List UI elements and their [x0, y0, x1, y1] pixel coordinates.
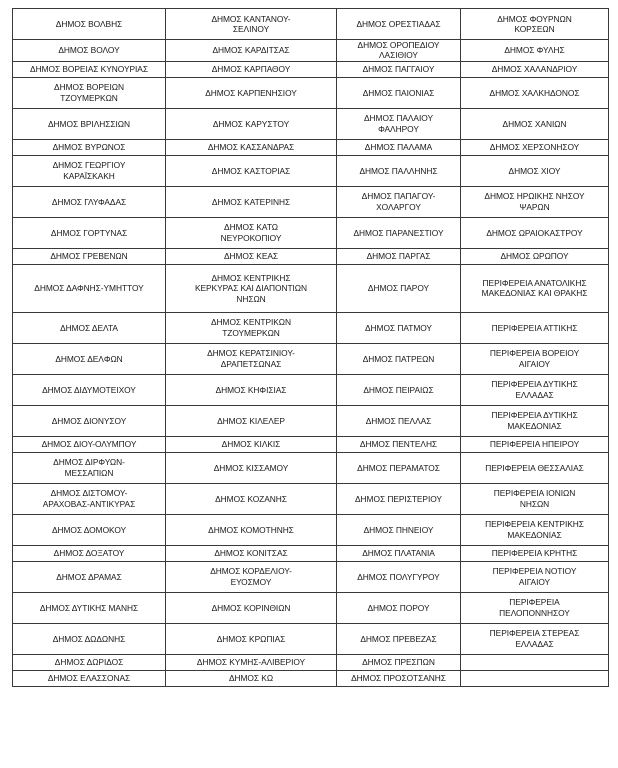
table-cell: ΔΗΜΟΣ ΓΡΕΒΕΝΩΝ: [13, 248, 166, 264]
table-cell: ΠΕΡΙΦΕΡΕΙΑ ΚΕΝΤΡΙΚΗΣ ΜΑΚΕΔΟΝΙΑΣ: [461, 514, 609, 545]
table-cell: ΠΕΡΙΦΕΡΕΙΑ ΙΟΝΙΩΝ ΝΗΣΩΝ: [461, 483, 609, 514]
table-cell: ΔΗΜΟΣ ΠΗΝΕΙΟΥ: [337, 514, 461, 545]
table-row: [13, 452, 609, 483]
table-cell: ΔΗΜΟΣ ΩΡΩΠΟΥ: [461, 248, 609, 264]
table-cell: ΔΗΜΟΣ ΔΟΜΟΚΟΥ: [13, 514, 166, 545]
table-cell: ΔΗΜΟΣ ΚΑΡΥΣΤΟΥ: [166, 108, 337, 139]
table-cell: ΔΗΜΟΣ ΠΑΤΜΟΥ: [337, 312, 461, 343]
municipalities-table: [12, 8, 609, 687]
table-cell: ΔΗΜΟΣ ΔΙΡΦΥΩΝ- ΜΕΣΣΑΠΙΩΝ: [13, 452, 166, 483]
table-cell: ΔΗΜΟΣ ΕΛΑΣΣΟΝΑΣ: [13, 670, 166, 686]
table-row: [13, 374, 609, 405]
table-cell: ΔΗΜΟΣ ΧΑΝΙΩΝ: [461, 108, 609, 139]
table-cell: ΔΗΜΟΣ ΠΕΝΤΕΛΗΣ: [337, 436, 461, 452]
table-row: [13, 186, 609, 217]
table-cell: ΔΗΜΟΣ ΦΥΛΗΣ: [461, 40, 609, 62]
table-row: [13, 343, 609, 374]
table-cell: ΔΗΜΟΣ ΠΡΟΣΟΤΣΑΝΗΣ: [337, 670, 461, 686]
table-cell: ΔΗΜΟΣ ΔΙΟΝΥΣΟΥ: [13, 405, 166, 436]
table-cell: ΔΗΜΟΣ ΒΟΡΕΙΑΣ ΚΥΝΟΥΡΙΑΣ: [13, 61, 166, 77]
table-cell: ΔΗΜΟΣ ΔΙΔΥΜΟΤΕΙΧΟΥ: [13, 374, 166, 405]
table-cell: ΔΗΜΟΣ ΩΡΑΙΟΚΑΣΤΡΟΥ: [461, 217, 609, 248]
table-row: [13, 561, 609, 592]
table-cell: ΔΗΜΟΣ ΚΙΣΣΑΜΟΥ: [166, 452, 337, 483]
table-cell: ΠΕΡΙΦΕΡΕΙΑ ΔΥΤΙΚΗΣ ΕΛΛΑΔΑΣ: [461, 374, 609, 405]
table-cell: ΠΕΡΙΦΕΡΕΙΑ ΘΕΣΣΑΛΙΑΣ: [461, 452, 609, 483]
table-cell: ΔΗΜΟΣ ΧΕΡΣΟΝΗΣΟΥ: [461, 139, 609, 155]
table-cell: ΔΗΜΟΣ ΓΟΡΤΥΝΑΣ: [13, 217, 166, 248]
table-cell: ΔΗΜΟΣ ΠΕΡΙΣΤΕΡΙΟΥ: [337, 483, 461, 514]
table-cell: ΔΗΜΟΣ ΧΑΛΚΗΔΟΝΟΣ: [461, 77, 609, 108]
table-row: [13, 264, 609, 312]
table-cell: ΔΗΜΟΣ ΒΟΛΒΗΣ: [13, 9, 166, 40]
table-cell: ΔΗΜΟΣ ΚΑΡΠΑΘΟΥ: [166, 61, 337, 77]
table-cell: ΔΗΜΟΣ ΠΑΛΛΗΝΗΣ: [337, 155, 461, 186]
table-cell: ΔΗΜΟΣ ΔΩΡΙΔΟΣ: [13, 654, 166, 670]
table-cell: ΔΗΜΟΣ ΚΗΦΙΣΙΑΣ: [166, 374, 337, 405]
table-cell: ΠΕΡΙΦΕΡΕΙΑ ΑΤΤΙΚΗΣ: [461, 312, 609, 343]
table-cell: ΠΕΡΙΦΕΡΕΙΑ ΒΟΡΕΙΟΥ ΑΙΓΑΙΟΥ: [461, 343, 609, 374]
table-cell: ΔΗΜΟΣ ΚΕΝΤΡΙΚΗΣ ΚΕΡΚΥΡΑΣ ΚΑΙ ΔΙΑΠΟΝΤΙΩΝ ΝΗΣΩΝ: [166, 264, 337, 312]
table-cell: ΔΗΜΟΣ ΒΡΙΛΗΣΣΙΩΝ: [13, 108, 166, 139]
table-cell: ΔΗΜΟΣ ΧΑΛΑΝΔΡΙΟΥ: [461, 61, 609, 77]
table-cell: ΔΗΜΟΣ ΠΑΛΑΜΑ: [337, 139, 461, 155]
table-cell: ΔΗΜΟΣ ΚΑΡΔΙΤΣΑΣ: [166, 40, 337, 62]
table-cell: ΔΗΜΟΣ ΦΟΥΡΝΩΝ ΚΟΡΣΕΩΝ: [461, 9, 609, 40]
table-cell: [461, 654, 609, 670]
table-cell: ΔΗΜΟΣ ΔΩΔΩΝΗΣ: [13, 623, 166, 654]
table-row: [13, 9, 609, 40]
table-cell: ΔΗΜΟΣ ΚΩ: [166, 670, 337, 686]
table-cell: ΔΗΜΟΣ ΚΑΤΩ ΝΕΥΡΟΚΟΠΙΟΥ: [166, 217, 337, 248]
table-cell: ΔΗΜΟΣ ΠΕΙΡΑΙΩΣ: [337, 374, 461, 405]
table-cell: ΔΗΜΟΣ ΚΑΝΤΑΝΟΥ- ΣΕΛΙΝΟΥ: [166, 9, 337, 40]
table-cell: ΔΗΜΟΣ ΔΑΦΝΗΣ-ΥΜΗΤΤΟΥ: [13, 264, 166, 312]
table-cell: ΔΗΜΟΣ ΗΡΩΙΚΗΣ ΝΗΣΟΥ ΨΑΡΩΝ: [461, 186, 609, 217]
table-cell: ΔΗΜΟΣ ΚΙΛΚΙΣ: [166, 436, 337, 452]
table-cell: ΔΗΜΟΣ ΚΙΛΕΛΕΡ: [166, 405, 337, 436]
table-cell: ΠΕΡΙΦΕΡΕΙΑ ΔΥΤΙΚΗΣ ΜΑΚΕΔΟΝΙΑΣ: [461, 405, 609, 436]
table-cell: ΠΕΡΙΦΕΡΕΙΑ ΣΤΕΡΕΑΣ ΕΛΛΑΔΑΣ: [461, 623, 609, 654]
table-cell: ΔΗΜΟΣ ΠΑΓΓΑΙΟΥ: [337, 61, 461, 77]
municipalities-table-body: [13, 9, 609, 687]
table-cell: ΔΗΜΟΣ ΔΥΤΙΚΗΣ ΜΑΝΗΣ: [13, 592, 166, 623]
table-cell: ΔΗΜΟΣ ΠΟΛΥΓΥΡΟΥ: [337, 561, 461, 592]
table-row: [13, 592, 609, 623]
table-row: [13, 108, 609, 139]
table-cell: ΔΗΜΟΣ ΧΙΟΥ: [461, 155, 609, 186]
table-row: [13, 61, 609, 77]
table-row: [13, 623, 609, 654]
table-cell: ΔΗΜΟΣ ΠΟΡΟΥ: [337, 592, 461, 623]
table-cell: ΔΗΜΟΣ ΠΑΡΓΑΣ: [337, 248, 461, 264]
table-row: [13, 514, 609, 545]
table-cell: [461, 670, 609, 686]
table-row: [13, 405, 609, 436]
table-row: [13, 670, 609, 686]
table-cell: ΔΗΜΟΣ ΒΥΡΩΝΟΣ: [13, 139, 166, 155]
table-cell: ΠΕΡΙΦΕΡΕΙΑ ΗΠΕΙΡΟΥ: [461, 436, 609, 452]
table-cell: ΔΗΜΟΣ ΚΕΑΣ: [166, 248, 337, 264]
table-row: [13, 77, 609, 108]
table-cell: ΔΗΜΟΣ ΔΙΣΤΟΜΟΥ- ΑΡΑΧΟΒΑΣ-ΑΝΤΙΚΥΡΑΣ: [13, 483, 166, 514]
table-cell: ΔΗΜΟΣ ΚΟΡΔΕΛΙΟΥ- ΕΥΟΣΜΟΥ: [166, 561, 337, 592]
table-cell: ΔΗΜΟΣ ΚΑΣΣΑΝΔΡΑΣ: [166, 139, 337, 155]
table-row: [13, 436, 609, 452]
table-cell: ΔΗΜΟΣ ΔΕΛΦΩΝ: [13, 343, 166, 374]
table-cell: ΔΗΜΟΣ ΔΟΞΑΤΟΥ: [13, 545, 166, 561]
table-cell: ΔΗΜΟΣ ΠΕΛΛΑΣ: [337, 405, 461, 436]
table-cell: ΔΗΜΟΣ ΔΡΑΜΑΣ: [13, 561, 166, 592]
table-cell: ΔΗΜΟΣ ΒΟΛΟΥ: [13, 40, 166, 62]
table-cell: ΔΗΜΟΣ ΠΡΕΒΕΖΑΣ: [337, 623, 461, 654]
table-cell: ΔΗΜΟΣ ΠΑΛΑΙΟΥ ΦΑΛΗΡΟΥ: [337, 108, 461, 139]
table-row: [13, 654, 609, 670]
table-cell: ΠΕΡΙΦΕΡΕΙΑ ΝΟΤΙΟΥ ΑΙΓΑΙΟΥ: [461, 561, 609, 592]
table-cell: ΔΗΜΟΣ ΚΟΡΙΝΘΙΩΝ: [166, 592, 337, 623]
table-cell: ΔΗΜΟΣ ΚΕΝΤΡΙΚΩΝ ΤΖΟΥΜΕΡΚΩΝ: [166, 312, 337, 343]
table-cell: ΔΗΜΟΣ ΔΕΛΤΑ: [13, 312, 166, 343]
table-row: [13, 40, 609, 62]
document-page: [12, 8, 608, 687]
table-row: [13, 483, 609, 514]
table-cell: ΔΗΜΟΣ ΠΡΕΣΠΩΝ: [337, 654, 461, 670]
table-cell: ΔΗΜΟΣ ΓΕΩΡΓΙΟΥ ΚΑΡΑΪΣΚΑΚΗ: [13, 155, 166, 186]
table-row: [13, 155, 609, 186]
table-cell: ΔΗΜΟΣ ΚΕΡΑΤΣΙΝΙΟΥ- ΔΡΑΠΕΤΣΩΝΑΣ: [166, 343, 337, 374]
table-row: [13, 545, 609, 561]
table-cell: ΔΗΜΟΣ ΒΟΡΕΙΩΝ ΤΖΟΥΜΕΡΚΩΝ: [13, 77, 166, 108]
table-row: [13, 139, 609, 155]
table-cell: ΔΗΜΟΣ ΟΡΕΣΤΙΑΔΑΣ: [337, 9, 461, 40]
table-cell: ΔΗΜΟΣ ΠΑΙΟΝΙΑΣ: [337, 77, 461, 108]
table-row: [13, 312, 609, 343]
table-cell: ΔΗΜΟΣ ΚΑΡΠΕΝΗΣΙΟΥ: [166, 77, 337, 108]
table-cell: ΔΗΜΟΣ ΠΕΡΑΜΑΤΟΣ: [337, 452, 461, 483]
table-cell: ΔΗΜΟΣ ΚΟΜΟΤΗΝΗΣ: [166, 514, 337, 545]
table-cell: ΠΕΡΙΦΕΡΕΙΑ ΚΡΗΤΗΣ: [461, 545, 609, 561]
table-cell: ΔΗΜΟΣ ΓΛΥΦΑΔΑΣ: [13, 186, 166, 217]
table-cell: ΠΕΡΙΦΕΡΕΙΑ ΠΕΛΟΠΟΝΝΗΣΟΥ: [461, 592, 609, 623]
table-cell: ΔΗΜΟΣ ΠΑΠΑΓΟΥ- ΧΟΛΑΡΓΟΥ: [337, 186, 461, 217]
table-cell: ΔΗΜΟΣ ΚΡΩΠΙΑΣ: [166, 623, 337, 654]
table-row: [13, 248, 609, 264]
table-cell: ΔΗΜΟΣ ΠΛΑΤΑΝΙΑ: [337, 545, 461, 561]
table-row: [13, 217, 609, 248]
table-cell: ΔΗΜΟΣ ΠΑΡΟΥ: [337, 264, 461, 312]
table-cell: ΔΗΜΟΣ ΚΟΝΙΤΣΑΣ: [166, 545, 337, 561]
table-cell: ΔΗΜΟΣ ΚΟΖΑΝΗΣ: [166, 483, 337, 514]
table-cell: ΔΗΜΟΣ ΟΡΟΠΕΔΙΟΥ ΛΑΣΙΘΙΟΥ: [337, 40, 461, 62]
table-cell: ΔΗΜΟΣ ΠΑΤΡΕΩΝ: [337, 343, 461, 374]
table-cell: ΠΕΡΙΦΕΡΕΙΑ ΑΝΑΤΟΛΙΚΗΣ ΜΑΚΕΔΟΝΙΑΣ ΚΑΙ ΘΡΑΚΗΣ: [461, 264, 609, 312]
table-cell: ΔΗΜΟΣ ΚΑΤΕΡΙΝΗΣ: [166, 186, 337, 217]
table-cell: ΔΗΜΟΣ ΠΑΡΑΝΕΣΤΙΟΥ: [337, 217, 461, 248]
table-cell: ΔΗΜΟΣ ΔΙΟΥ-ΟΛΥΜΠΟΥ: [13, 436, 166, 452]
table-cell: ΔΗΜΟΣ ΚΑΣΤΟΡΙΑΣ: [166, 155, 337, 186]
table-cell: ΔΗΜΟΣ ΚΥΜΗΣ-ΑΛΙΒΕΡΙΟΥ: [166, 654, 337, 670]
